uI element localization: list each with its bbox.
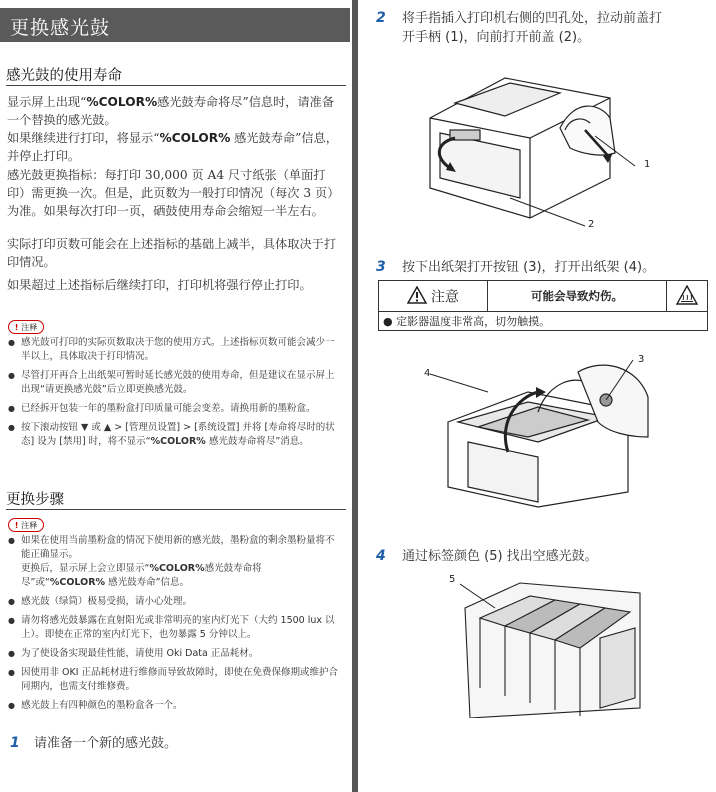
callout-label: 2 — [588, 219, 595, 230]
hot-surface-cell — [667, 281, 708, 312]
list-item: ● 按下滚动按钮 ▼ 或 ▲ > [管理员设置] > [系统设置] 并将 [寿命将尽时的状态] 设为 [禁用] 时，将不显示“%COLOR% 感光鼓寿命将尽”消息。 — [8, 421, 342, 449]
printer-front-cover-illustration — [410, 58, 640, 233]
list-item: ● 感光鼓上有四种颜色的墨粉盒各一个。 — [8, 699, 342, 713]
step-number: 3 — [376, 259, 386, 275]
list-item: ● 请勿将感光鼓暴露在直射阳光或非常明亮的室内灯光下（大约 1500 lux 以上）。即使在正常的室内灯光下，也勿暴露 5 分钟以上。 — [8, 614, 342, 642]
step-text: 将手指插入打印机右侧的凹孔处，拉动前盖打 开手柄 (1)，向前打开前盖 (2)。 — [402, 11, 663, 45]
paragraph-life-message: 显示屏上出现“%COLOR%感光鼓寿命将尽”信息时，请准备一个替换的感光鼓。 如果继续进行打印，将显示“%COLOR% 感光鼓寿命”信息，并停止打印。 — [7, 95, 338, 163]
step-text: 请准备一个新的感光鼓。 — [34, 736, 178, 751]
caution-message: 可能会导致灼伤。 — [488, 281, 667, 312]
drum-cartridges-illustration — [460, 578, 650, 718]
paragraph-force-stop: 如果超过上述指标后继续打印，打印机将强行停止打印。 — [7, 278, 312, 292]
section-heading-steps: 更换步骤 — [6, 492, 64, 508]
step-text: 按下出纸架打开按钮 (3)，打开出纸架 (4)。 — [402, 260, 656, 275]
note-list-life — [8, 336, 342, 454]
list-item: ● 如果在使用当前墨粉盒的情况下使用新的感光鼓，墨粉盒的剩余墨粉量将不能正确显示。 更换后，显示屏上会立即显示“%COLOR%感光鼓寿命将尽”或“%COLOR% 感光鼓寿命”信息。 — [8, 534, 342, 590]
step-number: 4 — [376, 548, 386, 564]
caution-table — [378, 280, 708, 331]
warning-triangle-icon — [407, 286, 427, 307]
caution-label-cell: 注意 — [379, 281, 488, 312]
paragraph-actual-pages: 实际打印页数可能会在上述指标的基础上减半，具体取决于打印情况。 — [7, 237, 337, 269]
note-list-steps — [8, 534, 342, 718]
list-item: ● 尽管打开再合上出纸架可暂时延长感光鼓的使用寿命，但是建议在显示屏上出现“请更换感光鼓”后立即更换感光鼓。 — [8, 369, 342, 397]
chapter-title: 更换感光鼓 — [10, 17, 111, 39]
list-item: ● 感光鼓（绿筒）极易受损，请小心处理。 — [8, 595, 342, 609]
callout-label: 1 — [644, 159, 651, 170]
paragraph-replace-index: 感光鼓更换指标：每打印 30,000 页 A4 尺寸纸张（单面打印）需更换一次。但是，此页数为一般打印情况（每次 3 页）为准。如果每次打印一页，硒鼓使用寿命会缩短一半左右。 — [7, 168, 340, 218]
list-item: ● 为了使设备实现最佳性能，请使用 Oki Data 正品耗材。 — [8, 647, 342, 661]
note-badge: ! 注释 — [8, 518, 44, 532]
hot-surface-icon — [676, 294, 698, 308]
list-item: ● 已经拆开包装一年的墨粉盒打印质量可能会变差。请换用新的墨粉盒。 — [8, 402, 342, 416]
column-divider — [352, 0, 358, 792]
step-number: 2 — [376, 10, 386, 26]
caution-detail: ● 定影器温度非常高，切勿触摸。 — [379, 312, 708, 331]
callout-label: 3 — [638, 354, 645, 365]
printer-output-tray-illustration — [428, 352, 678, 512]
step-number: 1 — [10, 735, 20, 751]
chapter-title-bar — [0, 8, 350, 42]
step-text: 通过标签颜色 (5) 找出空感光鼓。 — [402, 549, 598, 564]
section-rule — [6, 85, 346, 86]
list-item: ● 感光鼓可打印的实际页数取决于您的使用方式。上述指标页数可能会减少一半以上，具体取决于打印情况。 — [8, 336, 342, 364]
list-item: ● 因使用非 OKI 正品耗材进行维修而导致故障时，即使在免费保修期或维护合同期内，也需支付维修费。 — [8, 666, 342, 694]
section-heading-life: 感光鼓的使用寿命 — [6, 68, 122, 84]
callout-label: 4 — [424, 368, 431, 379]
section-rule — [6, 509, 346, 510]
callout-label: 5 — [449, 574, 456, 585]
note-badge: ! 注释 — [8, 320, 44, 334]
